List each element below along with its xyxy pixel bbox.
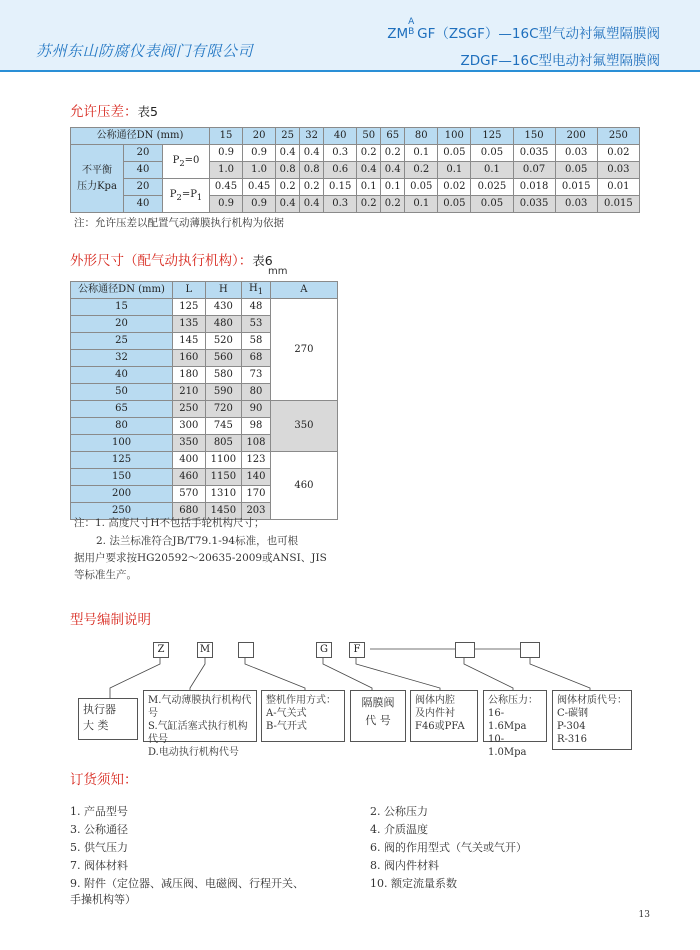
desc-line: 阀体材质代号： xyxy=(557,695,627,706)
dim-l: 350 xyxy=(173,435,206,452)
dim-dn: 32 xyxy=(71,350,173,367)
dimension-note-4: 等标准生产。 xyxy=(74,569,137,581)
pressure-value: 0.2 xyxy=(276,179,300,196)
pressure-value: 0.025 xyxy=(471,179,513,196)
company-name: 苏州东山防腐仪表阀门有限公司 xyxy=(36,42,254,60)
p-rest: =0 xyxy=(184,154,200,166)
dim-h: 520 xyxy=(205,333,242,350)
h1-sub: 1 xyxy=(257,286,263,296)
pressure-value: 0.2 xyxy=(405,162,438,179)
order-item: 7. 阀体材料 xyxy=(70,859,128,872)
pressure-value: 0.4 xyxy=(300,196,324,213)
pressure-value: 0.1 xyxy=(357,179,381,196)
pressure-value: 0.02 xyxy=(438,179,471,196)
dn-cell: 65 xyxy=(381,128,405,145)
pressure-value: 0.3 xyxy=(324,145,357,162)
dimension-title-text: 外形尺寸（配气动执行机构）： xyxy=(70,253,253,269)
pressure-value: 0.035 xyxy=(513,196,555,213)
model-letter-f: F xyxy=(349,642,365,658)
dim-h: 745 xyxy=(205,418,242,435)
desc-diaphragm-code xyxy=(350,690,406,742)
dim-h1: 203 xyxy=(242,503,271,520)
title-b: B xyxy=(408,27,415,37)
dim-l: 135 xyxy=(173,316,206,333)
title-ab-stack xyxy=(408,17,417,37)
order-item: 3. 公称通径 xyxy=(70,823,128,836)
order-item: 手操机构等） xyxy=(70,893,136,906)
pressure-value: 0.8 xyxy=(300,162,324,179)
dim-dn: 40 xyxy=(71,367,173,384)
dimension-row xyxy=(71,401,338,418)
desc-line: 及内件衬 xyxy=(415,708,455,719)
p-sub: 2 xyxy=(176,191,182,202)
desc-body-material xyxy=(552,690,632,750)
dn-cell: 20 xyxy=(243,128,276,145)
desc-line: F46或PFA xyxy=(415,721,465,732)
dn-cell: 200 xyxy=(555,128,597,145)
pressure-row xyxy=(71,179,640,196)
p2-eq-p1-label xyxy=(163,179,210,213)
header-rule xyxy=(0,70,700,72)
dim-l: 400 xyxy=(173,452,206,469)
desc-line: 阀体内腔 xyxy=(415,695,455,706)
p-label: P xyxy=(169,188,177,200)
dim-l: 125 xyxy=(173,299,206,316)
dim-h: 1310 xyxy=(205,486,242,503)
dim-a-group: 350 xyxy=(270,401,337,452)
pressure-value: 0.05 xyxy=(438,196,471,213)
dimension-note-2: 2. 法兰标准符合JB/T79.1-94标准，也可根 xyxy=(96,535,299,547)
dim-dn: 125 xyxy=(71,452,173,469)
pressure-value: 0.015 xyxy=(555,179,597,196)
order-item: 10. 额定流量系数 xyxy=(370,877,457,890)
dim-h: 590 xyxy=(205,384,242,401)
pressure-value: 0.15 xyxy=(324,179,357,196)
dn-cell: 40 xyxy=(324,128,357,145)
pressure-value: 1.0 xyxy=(210,162,243,179)
pressure-value: 0.1 xyxy=(381,179,405,196)
title-prefix: ZM xyxy=(387,26,409,42)
model-letter-z: Z xyxy=(153,642,169,658)
dimension-section-title xyxy=(70,249,273,269)
dim-dn: 250 xyxy=(71,503,173,520)
side-label-line1: 不平衡 xyxy=(82,164,112,176)
pressure-value: 0.1 xyxy=(405,196,438,213)
pressure-value: 0.9 xyxy=(210,145,243,162)
dim-dn: 100 xyxy=(71,435,173,452)
pressure-value: 0.01 xyxy=(597,179,639,196)
pressure-header-row xyxy=(71,128,640,145)
order-item: 2. 公称压力 xyxy=(370,805,428,818)
dim-h1: 48 xyxy=(242,299,271,316)
pressure-value: 0.4 xyxy=(357,162,381,179)
pressure-row xyxy=(71,162,640,179)
pressure-value: 0.8 xyxy=(276,162,300,179)
desc-line: 大 类 xyxy=(83,719,109,732)
dim-l: 570 xyxy=(173,486,206,503)
dim-dn: 200 xyxy=(71,486,173,503)
pressure-value: 0.1 xyxy=(405,145,438,162)
model-section-title: 型号编制说明 xyxy=(70,612,151,628)
dimension-row xyxy=(71,452,338,469)
product-title-pneumatic xyxy=(387,17,660,42)
model-letter-blank-1 xyxy=(238,642,254,658)
product-title-electric: ZDGF—16C型电动衬氟塑隔膜阀 xyxy=(460,53,660,69)
dimension-row xyxy=(71,299,338,316)
model-letter-blank-3 xyxy=(520,642,540,658)
dim-dn: 80 xyxy=(71,418,173,435)
desc-line: 代 号 xyxy=(365,714,391,727)
dim-l: 680 xyxy=(173,503,206,520)
dim-dn: 150 xyxy=(71,469,173,486)
dim-h1: 140 xyxy=(242,469,271,486)
pressure-value: 0.9 xyxy=(243,196,276,213)
desc-line: 执行器 xyxy=(83,703,116,716)
pressure-value: 0.45 xyxy=(243,179,276,196)
order-item: 5. 供气压力 xyxy=(70,841,128,854)
order-item: 4. 介质温度 xyxy=(370,823,428,836)
pressure-row xyxy=(71,145,640,162)
dim-dn: 20 xyxy=(71,316,173,333)
dn-cell: 125 xyxy=(471,128,513,145)
dimension-note-1: 注：1. 高度尺寸H不包括手轮机构尺寸； xyxy=(74,517,265,529)
dim-dn: 65 xyxy=(71,401,173,418)
desc-line: 隔膜阀 xyxy=(361,696,395,709)
p-sub: 2 xyxy=(179,157,185,168)
pressure-row xyxy=(71,196,640,213)
pressure-value: 0.018 xyxy=(513,179,555,196)
dim-l: 300 xyxy=(173,418,206,435)
dim-h1: 123 xyxy=(242,452,271,469)
desc-line: R-316 xyxy=(557,734,587,745)
p-sub2: 1 xyxy=(196,191,203,202)
dim-h: 1150 xyxy=(205,469,242,486)
dim-h1: 108 xyxy=(242,435,271,452)
pressure-value: 0.03 xyxy=(555,196,597,213)
dim-h: 560 xyxy=(205,350,242,367)
dn-cell: 80 xyxy=(405,128,438,145)
pressure-value: 0.035 xyxy=(513,145,555,162)
dn-cell: 25 xyxy=(276,128,300,145)
dimension-note-3: 据用户要求按HG20592～20635-2009或ANSI、JIS xyxy=(74,552,327,564)
dim-h1: 170 xyxy=(242,486,271,503)
side-label-line2: 压力Kpa xyxy=(77,180,117,192)
desc-line: 公称压力： xyxy=(488,695,538,706)
dn-cell: 100 xyxy=(438,128,471,145)
pressure-value: 0.03 xyxy=(597,162,639,179)
dim-h: 480 xyxy=(205,316,242,333)
order-item: 6. 阀的作用型式（气关或气开） xyxy=(370,841,527,854)
dim-l-header: L xyxy=(173,282,206,299)
unbalanced-pressure-label xyxy=(71,145,124,213)
desc-line: 整机作用方式： xyxy=(266,695,336,706)
pressure-value: 0.3 xyxy=(324,196,357,213)
dim-h1: 90 xyxy=(242,401,271,418)
pressure-value: 0.4 xyxy=(300,145,324,162)
pressure-value: 1.0 xyxy=(243,162,276,179)
dn-header-cell: 公称通径DN (mm) xyxy=(71,128,210,145)
pressure-value: 0.9 xyxy=(210,196,243,213)
desc-lining xyxy=(410,690,478,742)
pressure-value: 0.05 xyxy=(471,196,513,213)
desc-line: B-气开式 xyxy=(266,721,307,732)
desc-line: D.电动执行机构代号 xyxy=(148,747,239,758)
pressure-value: 0.05 xyxy=(438,145,471,162)
dim-a-group: 270 xyxy=(270,299,337,401)
pressure-code-cell: 40 xyxy=(124,162,163,179)
dim-h1: 68 xyxy=(242,350,271,367)
dn-cell: 15 xyxy=(210,128,243,145)
order-item: 1. 产品型号 xyxy=(70,805,128,818)
dim-h-header: H xyxy=(205,282,242,299)
dim-h: 805 xyxy=(205,435,242,452)
dim-dn-header: 公称通径DN (mm) xyxy=(71,282,173,299)
dim-l: 460 xyxy=(173,469,206,486)
dimension-table xyxy=(70,281,338,520)
dim-a-group: 460 xyxy=(270,452,337,520)
dim-h1: 80 xyxy=(242,384,271,401)
p-label: P xyxy=(172,154,180,166)
pressure-value: 0.015 xyxy=(597,196,639,213)
dim-l: 145 xyxy=(173,333,206,350)
desc-line: C-碳钢 xyxy=(557,708,589,719)
desc-line: 16-1.6Mpa xyxy=(488,708,527,732)
pressure-value: 0.4 xyxy=(276,145,300,162)
pressure-value: 0.02 xyxy=(597,145,639,162)
pressure-value: 0.9 xyxy=(243,145,276,162)
model-letter-g: G xyxy=(316,642,332,658)
pressure-table xyxy=(70,127,640,213)
desc-line: P-304 xyxy=(557,721,586,732)
dim-h: 430 xyxy=(205,299,242,316)
model-letter-blank-2 xyxy=(455,642,475,658)
pressure-value: 0.6 xyxy=(324,162,357,179)
desc-line: 10-1.0Mpa xyxy=(488,734,527,758)
pressure-table-number: 表5 xyxy=(137,104,158,119)
desc-nominal-pressure xyxy=(483,690,547,758)
dim-h1-header xyxy=(242,282,271,299)
pressure-note: 注：允许压差以配置气动薄膜执行机构为依据 xyxy=(74,217,284,229)
order-section-title: 订货须知： xyxy=(70,772,138,788)
dim-l: 160 xyxy=(173,350,206,367)
pressure-value: 0.1 xyxy=(471,162,513,179)
pressure-value: 0.03 xyxy=(555,145,597,162)
title-a: A xyxy=(408,17,415,27)
pressure-value: 0.1 xyxy=(438,162,471,179)
pressure-value: 0.05 xyxy=(405,179,438,196)
pressure-value: 0.2 xyxy=(357,145,381,162)
dimension-unit: mm xyxy=(268,266,288,277)
dim-dn: 50 xyxy=(71,384,173,401)
model-letter-m: M xyxy=(197,642,213,658)
dim-dn: 15 xyxy=(71,299,173,316)
dim-l: 210 xyxy=(173,384,206,401)
pressure-value: 0.4 xyxy=(276,196,300,213)
desc-action-mode xyxy=(261,690,345,742)
page-number: 13 xyxy=(638,910,650,920)
dn-cell: 250 xyxy=(597,128,639,145)
p2-zero-label xyxy=(163,145,210,179)
pressure-section-title xyxy=(70,100,158,120)
pressure-value: 0.2 xyxy=(300,179,324,196)
h1-label: H xyxy=(248,283,258,294)
dimension-header-row xyxy=(71,282,338,299)
dim-h1: 98 xyxy=(242,418,271,435)
desc-line: M.气动薄膜执行机构代号 xyxy=(148,695,252,719)
dim-h: 1100 xyxy=(205,452,242,469)
title-rest: GF（ZSGF）—16C型气动衬氟塑隔膜阀 xyxy=(417,26,660,42)
desc-actuator-class xyxy=(78,698,138,740)
desc-line: A-气关式 xyxy=(266,708,307,719)
order-item: 9. 附件（定位器、减压阀、电磁阀、行程开关、 xyxy=(70,877,304,890)
desc-actuator-code xyxy=(143,690,257,758)
order-item: 8. 阀内件材料 xyxy=(370,859,439,872)
dn-cell: 32 xyxy=(300,128,324,145)
desc-line: S.气缸活塞式执行机构代号 xyxy=(148,721,248,745)
pressure-value: 0.2 xyxy=(381,145,405,162)
pressure-code-cell: 20 xyxy=(124,145,163,162)
pressure-value: 0.2 xyxy=(381,196,405,213)
pressure-value: 0.4 xyxy=(381,162,405,179)
dim-h: 580 xyxy=(205,367,242,384)
pressure-value: 0.07 xyxy=(513,162,555,179)
pressure-value: 0.2 xyxy=(357,196,381,213)
dn-cell: 50 xyxy=(357,128,381,145)
dimension-table-number: 表6 xyxy=(252,253,273,268)
dim-h1: 73 xyxy=(242,367,271,384)
dim-h: 720 xyxy=(205,401,242,418)
dim-h: 1450 xyxy=(205,503,242,520)
pressure-value: 0.45 xyxy=(210,179,243,196)
p-mid: =P xyxy=(181,188,197,200)
dim-h1: 53 xyxy=(242,316,271,333)
dim-a-header: A xyxy=(270,282,337,299)
pressure-code-cell: 20 xyxy=(124,179,163,196)
dim-l: 180 xyxy=(173,367,206,384)
pressure-code-cell: 40 xyxy=(124,196,163,213)
dim-l: 250 xyxy=(173,401,206,418)
dim-dn: 25 xyxy=(71,333,173,350)
dn-cell: 150 xyxy=(513,128,555,145)
pressure-title-text: 允许压差： xyxy=(70,104,138,120)
pressure-value: 0.05 xyxy=(555,162,597,179)
dim-h1: 58 xyxy=(242,333,271,350)
pressure-value: 0.05 xyxy=(471,145,513,162)
